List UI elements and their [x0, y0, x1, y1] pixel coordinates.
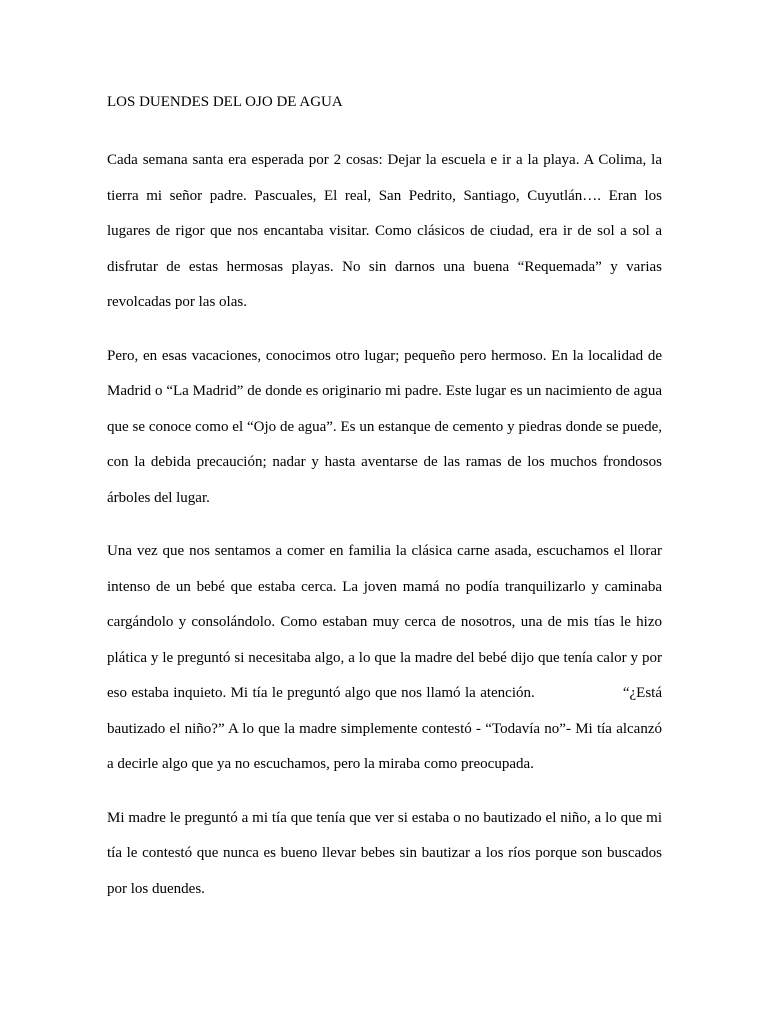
paragraph-4: [107, 801, 662, 908]
paragraph-2: [107, 339, 662, 517]
paragraph-text: Una vez que nos sentamos a comer en familia la clásica carne asada, escuchamos el llorar intenso de un bebé que estaba cerca. La joven mamá no podía tranquilizarlo y caminaba cargándolo y consolándolo. Como estaban muy cerca de nosotros, una de mis tías le hizo plática y le preguntó si necesitaba algo, a lo que la madre del bebé dijo que tenía calor y por eso estaba inquieto. Mi tía le preguntó algo que nos llamó la atención. “¿Está bautizado el niño?” A lo que la madre simplemente contestó - “Todavía no”- Mi tía alcanzó a decirle algo que ya no escuchamos, pero la miraba como preocupada.: [107, 543, 666, 772]
paragraph-3: [107, 534, 666, 783]
paragraph-text: Mi madre le preguntó a mi tía que tenía que ver si estaba o no bautizado el niño, a lo que mi tía le contestó que nunca es bueno llevar bebes sin bautizar a los ríos porque son buscados por los duendes.: [107, 809, 662, 897]
document-body: [107, 93, 666, 907]
paragraph-text: Pero, en esas vacaciones, conocimos otro lugar; pequeño pero hermoso. En la localidad de Madrid o “La Madrid” de donde es originario mi padre. Este lugar es un nacimiento de agua que se conoce como el “Ojo de agua”. Es un estanque de cemento y piedras donde se puede, con la debida precaución; nadar y hasta aventarse de las ramas de los muchos frondosos árboles del lugar.: [107, 347, 662, 506]
paragraph-text: Cada semana santa era esperada por 2 cosas: Dejar la escuela e ir a la playa. A Colima, la tierra mi señor padre. Pascuales, El real, San Pedrito, Santiago, Cuyutlán…. Eran los lugares de rigor que nos encantaba visitar. Como clásicos de ciudad, era ir de sol a sol a disfrutar de estas hermosas playas. No sin darnos una buena “Requemada” y varias revolcadas por las olas.: [107, 152, 662, 310]
document-title: LOS DUENDES DEL OJO DE AGUA: [107, 94, 343, 110]
paragraph-1: [107, 143, 662, 321]
